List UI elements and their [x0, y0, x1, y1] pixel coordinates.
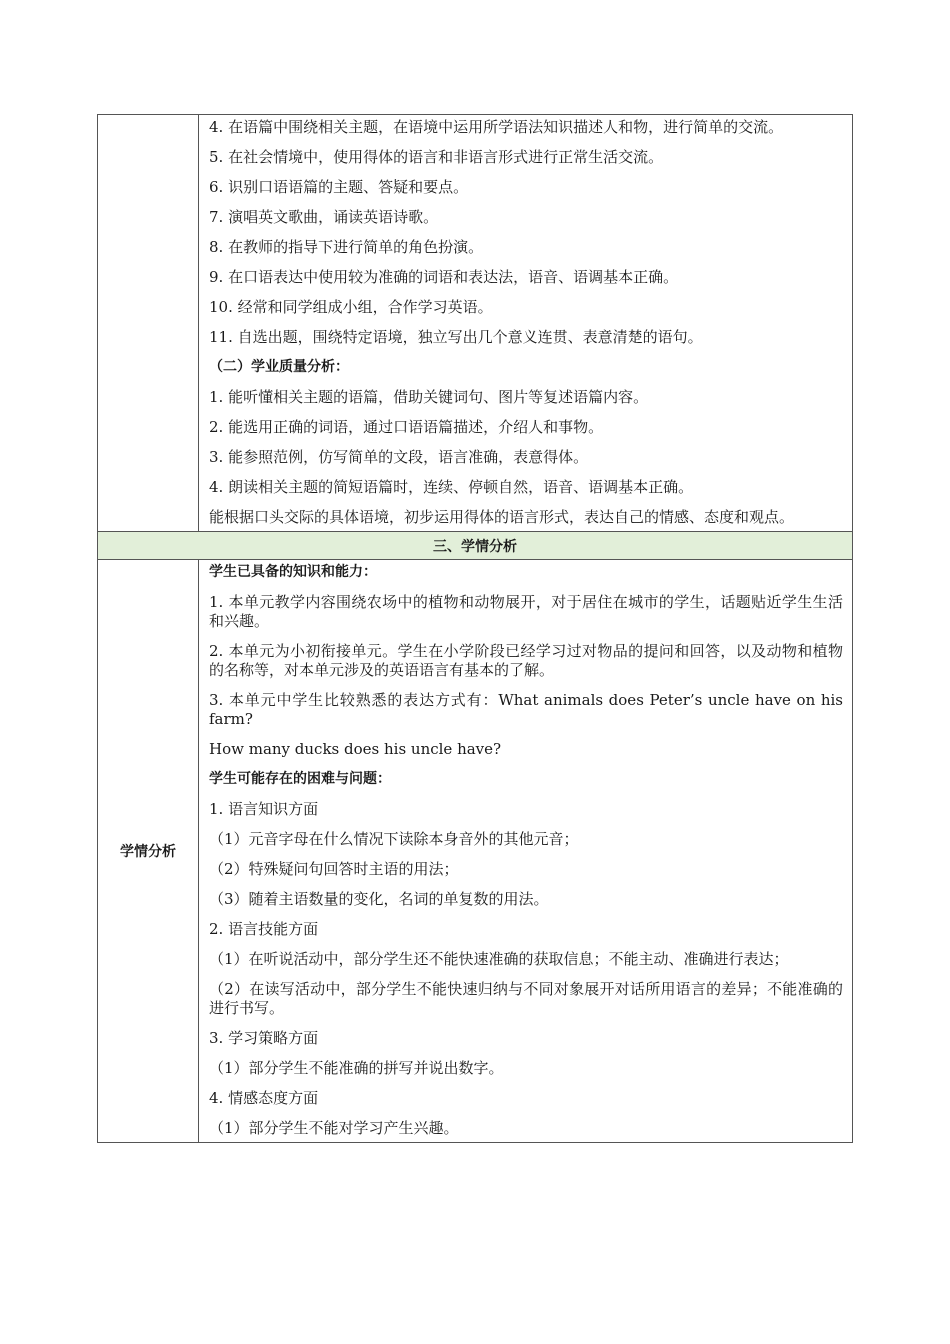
difficulty-item: 1. 语言知识方面: [209, 800, 319, 818]
objective-item: 6. 识别口语语篇的主题、答疑和要点。: [209, 178, 469, 196]
lesson-plan-table: [97, 114, 853, 1143]
objective-item: 8. 在教师的指导下进行简单的角色扮演。: [209, 238, 484, 256]
quality-item: 3. 能参照范例，仿写简单的文段，语言准确，表意得体。: [209, 448, 589, 466]
analysis-content-cell: [199, 560, 853, 1143]
difficulty-item: （1）部分学生不能准确的拼写并说出数字。: [209, 1059, 504, 1077]
known-item: 2. 本单元为小初衔接单元。学生在小学阶段已经学习过对物品的提问和回答，以及动物和植物的名称等，对本单元涉及的英语语言有基本的了解。: [209, 642, 843, 679]
difficulty-item: 3. 学习策略方面: [209, 1029, 319, 1047]
quality-item: 1. 能听懂相关主题的语篇，借助关键词句、图片等复述语篇内容。: [209, 388, 649, 406]
known-item: How many ducks does his uncle have?: [209, 740, 502, 758]
difficulty-item: （2）在读写活动中，部分学生不能快速归纳与不同对象展开对话所用语言的差异；不能准确的进行书写。: [209, 980, 843, 1017]
known-item: 1. 本单元教学内容围绕农场中的植物和动物展开，对于居住在城市的学生，话题贴近学生生活和兴趣。: [209, 593, 843, 630]
difficulty-item: 4. 情感态度方面: [209, 1089, 319, 1107]
objective-item: 11. 自选出题，围绕特定语境，独立写出几个意义连贯、表意清楚的语句。: [209, 328, 703, 346]
analysis-label: 学情分析: [98, 560, 199, 1143]
objective-item: 7. 演唱英文歌曲，诵读英语诗歌。: [209, 208, 439, 226]
objectives-content-cell: [199, 115, 853, 532]
quality-item: 2. 能选用正确的词语，通过口语语篇描述，介绍人和事物。: [209, 418, 604, 436]
objective-item: 4. 在语篇中围绕相关主题，在语境中运用所学语法知识描述人和物，进行简单的交流。: [209, 118, 784, 136]
difficulty-item: （3）随着主语数量的变化，名词的单复数的用法。: [209, 890, 549, 908]
objective-item: 5. 在社会情境中，使用得体的语言和非语言形式进行正常生活交流。: [209, 148, 664, 166]
difficulty-item: 2. 语言技能方面: [209, 920, 319, 938]
objective-item: 10. 经常和同学组成小组，合作学习英语。: [209, 298, 493, 316]
difficulty-item: （1）部分学生不能对学习产生兴趣。: [209, 1119, 459, 1137]
difficulty-item: （1）元音字母在什么情况下读除本身音外的其他元音；: [209, 830, 579, 848]
difficulty-item: （1）在听说活动中，部分学生还不能快速准确的获取信息；不能主动、准确进行表达；: [209, 950, 789, 968]
objectives-row: [98, 115, 853, 532]
quality-item: 4. 朗读相关主题的简短语篇时，连续、停顿自然，语音、语调基本正确。: [209, 478, 694, 496]
difficulty-item: （2）特殊疑问句回答时主语的用法；: [209, 860, 459, 878]
section-title: 三、学情分析: [98, 532, 853, 560]
objectives-label-cell: [98, 115, 199, 532]
quality-heading: （二）学业质量分析：: [209, 359, 349, 375]
analysis-row: [98, 560, 853, 1143]
known-heading: 学生已具备的知识和能力：: [209, 564, 377, 580]
quality-item: 能根据口头交际的具体语境，初步运用得体的语言形式，表达自己的情感、态度和观点。: [209, 508, 795, 526]
known-item: 3. 本单元中学生比较熟悉的表达方式有：What animals does Peter’s uncle have on his farm?: [209, 691, 843, 728]
objective-item: 9. 在口语表达中使用较为准确的词语和表达法，语音、语调基本正确。: [209, 268, 679, 286]
section-header-row: [98, 532, 853, 560]
difficulty-heading: 学生可能存在的困难与问题：: [209, 771, 391, 787]
